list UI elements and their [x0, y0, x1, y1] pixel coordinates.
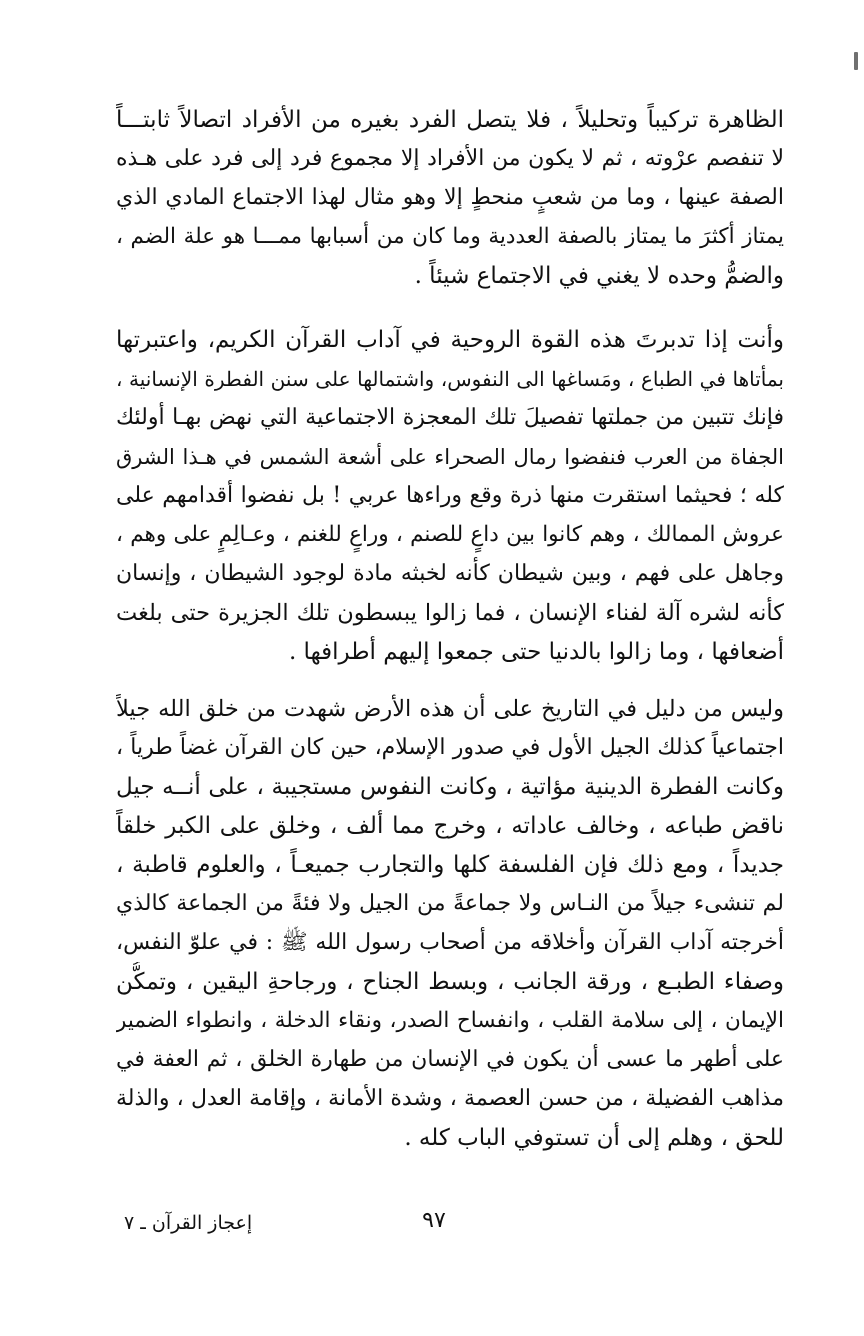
text-line: بمأتاها في الطباع ، ومَساغها الى النفوس، واشتمالها على سنن الفطرة الإنسانية ، [116, 367, 784, 391]
text-line: أخرجته آداب القرآن وأخلاقه من أصحاب رسول الله ﷺ : في علوّ النفس، [116, 930, 784, 955]
text-line: وجاهل على فهم ، وبين شيطان كأنه لخبثه مادة لوجود الشيطان ، وإنسان [116, 561, 784, 586]
text-line: يمتاز أكثرَ ما يمتاز بالصفة العددية وما كان من أسبابها ممـــا هو علة الضم ، [116, 224, 784, 249]
page-number: ٩٧ [422, 1208, 446, 1233]
text-line: الجفاة من العرب فنفضوا رمال الصحراء على أشعة الشمس في هـذا الشرق [116, 445, 784, 469]
text-line: اجتماعياً كذلك الجيل الأول في صدور الإسلام، حين كان القرآن غضاً طرياً ، [116, 735, 784, 760]
text-line: والضمُّ وحده لا يغني في الاجتماع شيئاً . [414, 263, 784, 289]
text-line: على أطهر ما عسى أن يكون في الإنسان من طهارة الخلق ، ثم العفة في [116, 1047, 784, 1072]
text-line: وصفاء الطبـع ، ورقة الجانب ، وبسط الجناح ، ورجاحةِ اليقين ، وتمكُّن [116, 969, 784, 995]
text-line: أضعافها ، وما زالوا بالدنيا حتى جمعوا إليهم أطرافها . [288, 639, 784, 665]
paragraph-2 [116, 320, 784, 680]
paragraph-3 [116, 689, 784, 1169]
text-line: كأنه لشره آلة لفناء الإنسان ، فما زالوا يبسطون تلك الجزيرة حتى بلغت [116, 600, 784, 626]
text-line: لا تنفصم عرْوته ، ثم لا يكون من الأفراد إلا مجموع فرد إلى فرد على هـذه [116, 146, 784, 171]
text-line: وكانت الفطرة الدينية مؤاتية ، وكانت النفوس مستجيبة ، على أنــه جيل [116, 774, 784, 800]
text-line: للحق ، وهلم إلى أن تستوفي الباب كله . [404, 1125, 784, 1151]
text-line: جديداً ، ومع ذلك فإن الفلسفة كلها والتجارب جميعـاً ، والعلوم قاطبة ، [116, 852, 784, 878]
text-line: الإيمان ، إلى سلامة القلب ، وانفساح الصدر، ونقاء الدخلة ، وانطواء الضمير [116, 1008, 784, 1033]
text-line: لم تنشىء جيلاً من النـاس ولا جماعةً من الجيل ولا فئةً من الجماعة كالذي [116, 891, 784, 916]
book-signature: إعجاز القرآن ـ ٧ [124, 1212, 253, 1234]
text-line: وليس من دليل في التاريخ على أن هذه الأرض شهدت من خلق الله جيلاً [116, 696, 784, 722]
text-line: كله ؛ فحيثما استقرت منها ذرة وقع وراءها عربي ! بل نفضوا أقدامهم على [116, 483, 784, 508]
text-line: ناقض طباعه ، وخالف عاداته ، وخرج مما ألف ، وخلق على الكبر خلقاً [116, 813, 784, 839]
text-line: الظاهرة تركيباً وتحليلاً ، فلا يتصل الفرد بغيره من الأفراد اتصالاً ثابتـــاً [116, 107, 784, 133]
text-line: عروش الممالك ، وهم كانوا بين داعٍ للصنم ، وراعٍ للغنم ، وعـالِمٍ على وهم ، [116, 522, 784, 547]
text-line: الصفة عينها ، وما من شعبٍ منحطٍ إلا وهو مثال لهذا الاجتماع المادي الذي [116, 185, 784, 210]
paragraph-1 [116, 100, 784, 300]
text-line: مذاهب الفضيلة ، من حسن العصمة ، وشدة الأمانة ، وإقامة العدل ، والذلة [116, 1086, 784, 1111]
text-line: وأنت إذا تدبرتَ هذه القوة الروحية في آداب القرآن الكريم، واعتبرتها [116, 327, 784, 353]
scan-edge-mark [854, 52, 858, 70]
text-line: فإنك تتبين من جملتها تفصيلَ تلك المعجزة الاجتماعية التي نهض بهـا أولئك [116, 405, 784, 430]
